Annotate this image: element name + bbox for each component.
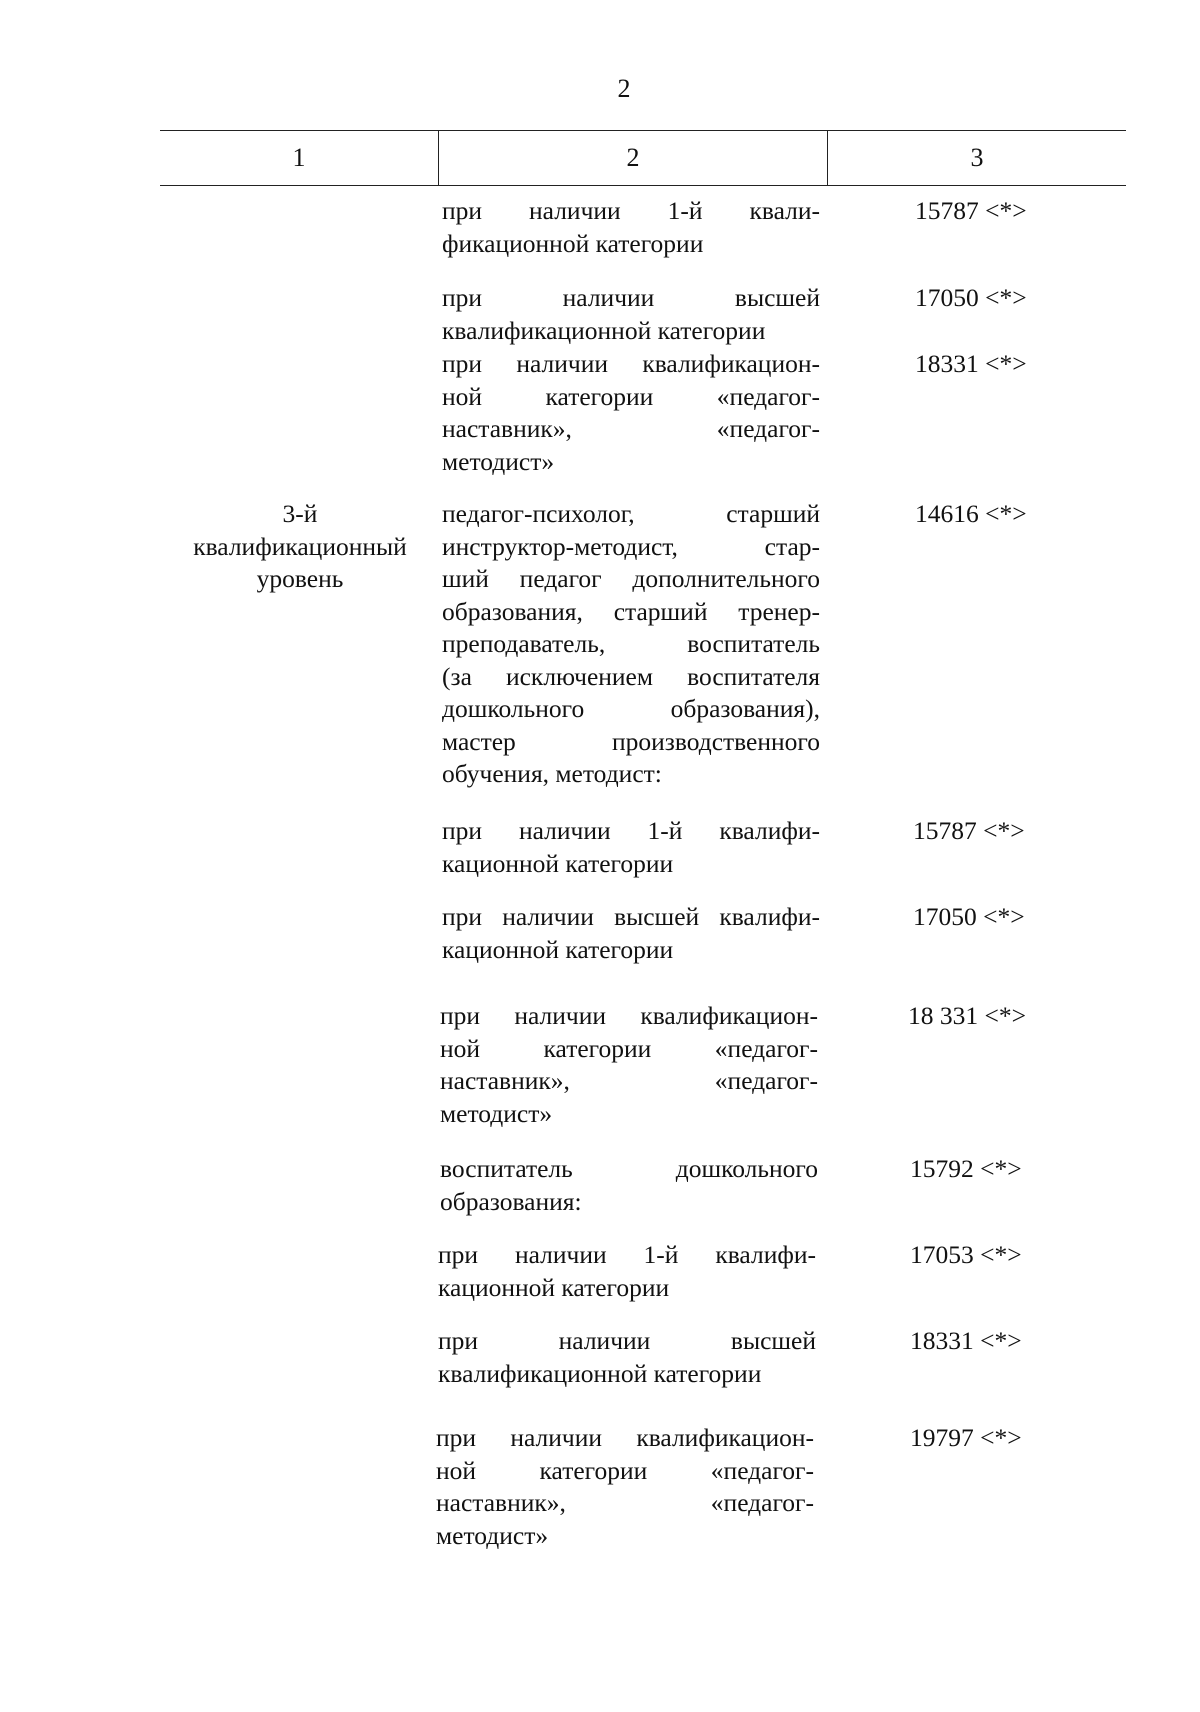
position-description xyxy=(436,1422,814,1552)
qualification-level-label xyxy=(170,498,430,596)
header-col-2: 2 xyxy=(438,131,828,185)
level-line: квалификационный xyxy=(193,531,407,561)
description-line: при наличии высшей xyxy=(442,283,820,312)
salary-value: 17053 <*> xyxy=(910,1240,1022,1269)
description-line: инструктор-методист, стар- xyxy=(442,531,820,561)
description-line: наставник», «педагог- xyxy=(442,414,820,443)
description-line: преподаватель, воспитатель xyxy=(442,629,820,658)
position-description xyxy=(442,348,820,478)
header-col-1: 1 xyxy=(292,143,306,172)
description-line: ной категории «педагог- xyxy=(436,1455,814,1485)
position-description xyxy=(442,195,820,260)
position-description xyxy=(440,1153,818,1218)
salary-value: 19797 <*> xyxy=(910,1423,1022,1452)
description-line: кационной категории xyxy=(442,934,674,964)
description-line: при наличии высшей квалифи- xyxy=(442,902,820,931)
description-line: воспитатель дошкольного xyxy=(440,1154,818,1183)
description-line: (за исключением воспитателя xyxy=(442,661,820,691)
description-line: квалификационной категории xyxy=(438,1358,762,1388)
salary-value: 18 331 <*> xyxy=(908,1001,1027,1030)
description-line: при наличии 1-й квали- xyxy=(442,196,820,225)
description-line: при наличии высшей xyxy=(438,1326,816,1355)
page-number: 2 xyxy=(617,74,631,103)
salary-value: 15792 <*> xyxy=(910,1154,1022,1183)
description-line: методист» xyxy=(436,1520,549,1550)
description-line: наставник», «педагог- xyxy=(436,1488,814,1517)
description-line: методист» xyxy=(440,1098,553,1128)
salary-value: 18331 <*> xyxy=(910,1326,1022,1355)
description-line: кационной категории xyxy=(442,848,674,878)
description-line: методист» xyxy=(442,446,555,476)
description-line: педагог-психолог, старший xyxy=(442,499,820,528)
description-line: дошкольного образования), xyxy=(442,694,820,723)
description-line: наставник», «педагог- xyxy=(440,1066,818,1095)
position-description xyxy=(442,498,820,791)
description-line: квалификационной категории xyxy=(442,315,766,345)
description-line: мастер производственного xyxy=(442,726,820,756)
table-header xyxy=(160,130,1126,186)
level-line: уровень xyxy=(256,564,344,593)
position-description xyxy=(438,1239,816,1304)
salary-value: 15787 <*> xyxy=(915,196,1027,225)
position-description xyxy=(442,282,820,347)
position-description xyxy=(438,1325,816,1390)
description-line: образования: xyxy=(440,1186,582,1216)
description-line: ной категории «педагог- xyxy=(440,1033,818,1063)
salary-value: 17050 <*> xyxy=(915,283,1027,312)
salary-value: 15787 <*> xyxy=(913,816,1025,845)
position-description xyxy=(442,901,820,966)
position-description xyxy=(442,815,820,880)
salary-value: 18331 <*> xyxy=(915,349,1027,378)
salary-value: 17050 <*> xyxy=(913,902,1025,931)
description-line: при наличии квалификацион- xyxy=(436,1423,814,1452)
description-line: ной категории «педагог- xyxy=(442,381,820,411)
description-line: кационной категории xyxy=(438,1272,670,1302)
description-line: фикационной категории xyxy=(442,228,704,258)
position-description xyxy=(440,1000,818,1130)
header-col-3: 3 xyxy=(970,143,984,172)
description-line: ший педагог дополнительного xyxy=(442,564,820,593)
level-line: 3-й xyxy=(282,499,318,528)
description-line: обучения, методист: xyxy=(442,759,662,788)
description-line: при наличии квалификацион- xyxy=(440,1001,818,1030)
description-line: при наличии квалификацион- xyxy=(442,349,820,378)
description-line: при наличии 1-й квалифи- xyxy=(442,816,820,845)
description-line: образования, старший тренер- xyxy=(442,596,820,626)
description-line: при наличии 1-й квалифи- xyxy=(438,1240,816,1269)
salary-value: 14616 <*> xyxy=(915,499,1027,528)
